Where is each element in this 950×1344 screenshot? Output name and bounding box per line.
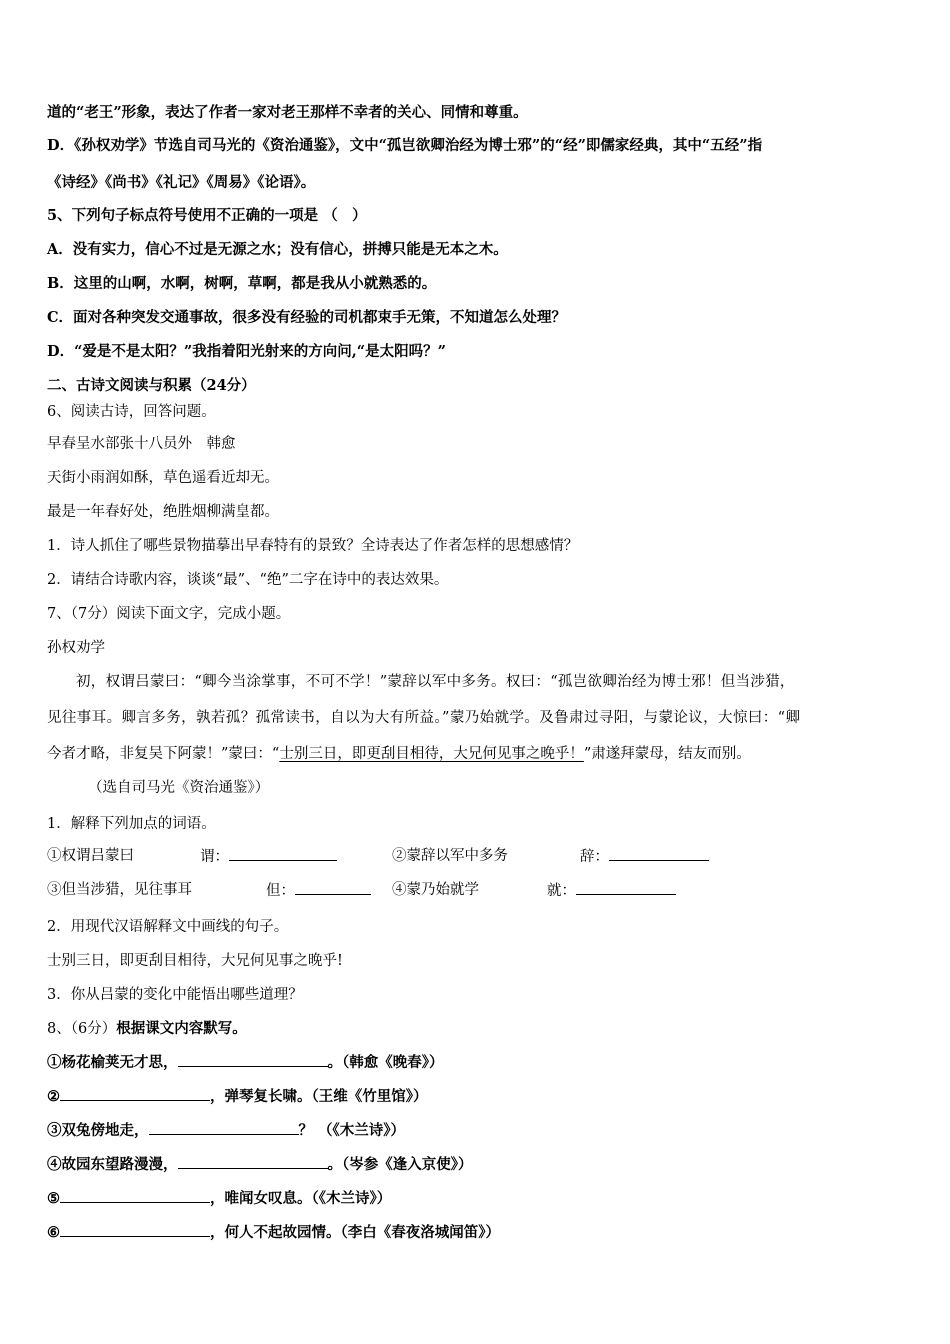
vocab-item-4-answer [547,880,676,901]
dictation-blank[interactable] [178,1154,328,1169]
dictation-1-prefix: ①杨花榆荚无才思， [47,1054,178,1071]
dictation-2 [47,1086,428,1107]
answer-blank[interactable] [229,846,337,861]
dictation-5-prefix: ⑤ [47,1190,60,1207]
passage-source: （选自司马光《资治通鉴》） [88,780,270,796]
dictation-3-suffix: ？ （《木兰诗》） [298,1122,406,1139]
dictation-1 [47,1052,444,1073]
vocab-item-2-answer [580,846,709,867]
answer-blank[interactable] [295,880,371,895]
poem-line-1: 天街小雨润如酥，草色遥看近却无。 [47,470,279,486]
q7-sub-1: 1．解释下列加点的词语。 [47,816,216,832]
dictation-3 [47,1120,405,1141]
q7-sub-2: 2．用现代汉语解释文中画线的句子。 [47,919,289,935]
text-line-1: 道的“老王”形象，表达了作者一家对老王那样不幸者的关心、同情和尊重。 [47,104,528,121]
question-8-prompt: 根据课文内容默写。 [116,1020,247,1037]
vocab-item-3-label: 但： [266,883,295,899]
dictation-6 [47,1222,500,1243]
vocab-item-2-label: 辞： [580,849,609,865]
option-d-line: D．《孙权劝学》节选自司马光的《资治通鉴》，文中“孤岂欲卿治经为博士邪”的“经”即儒家经典，其中“五经”指 [47,137,763,154]
q6-sub-2: 2．请结合诗歌内容，谈谈“最”、“绝”二字在诗中的表达效果。 [47,572,449,588]
dictation-4 [47,1154,473,1175]
dictation-3-prefix: ③双兔傍地走， [47,1122,149,1139]
dictation-2-suffix: ，弹琴复长啸。（王维《竹里馆》） [210,1088,428,1105]
q7-sub-3: 3．你从吕蒙的变化中能悟出哪些道理？ [47,987,303,1003]
vocab-item-1-label: 谓： [200,849,229,865]
vocab-item-3-answer [266,880,371,901]
q5-option-d: D．“爱是不是太阳？”我指着阳光射来的方向问,“是太阳吗？” [47,343,446,360]
section-2-heading: 二、古诗文阅读与积累（24分） [47,377,256,394]
passage-line-3-a: 今者才略，非复吴下阿蒙！”蒙曰：“ [47,746,280,762]
dictation-blank[interactable] [149,1120,299,1135]
dictation-blank[interactable] [178,1052,328,1067]
question-8-number: 8、（6分） [47,1021,117,1037]
answer-blank[interactable] [576,880,676,895]
option-d-line-cont: 《诗经》《尚书》《礼记》《周易》《论语》。 [47,174,316,191]
passage-line-3 [47,744,751,764]
passage-line-3-b: ”肃遂拜蒙母，结友而别。 [583,746,751,762]
q5-option-a: A．没有实力，信心不过是无源之水；没有信心，拼搏只能是无本之木。 [47,241,508,258]
poem-line-2: 最是一年春好处，绝胜烟柳满皇都。 [47,504,279,520]
vocab-item-3: ③但当涉猎，见往事耳 [47,882,192,898]
dictation-1-suffix: 。（韩愈《晚春》） [327,1054,444,1071]
q5-option-c: C．面对各种突发交通事故，很多没有经验的司机都束手无策，不知道怎么处理？ [47,309,567,326]
dictation-4-suffix: 。（岑参《逢入京使》） [327,1156,473,1173]
dictation-blank[interactable] [60,1188,210,1203]
dictation-blank[interactable] [60,1222,210,1237]
dictation-2-prefix: ② [47,1088,60,1105]
poem-title: 早春呈水部张十八员外 韩愈 [47,436,236,452]
vocab-item-2: ②蒙辞以军中多务 [392,848,508,864]
underlined-sentence: 士别三日，即更刮目相待，大兄何见事之晚乎！ [279,746,584,762]
dictation-6-suffix: ，何人不起故园情。（李白《春夜洛城闻笛》） [210,1224,500,1241]
question-8 [47,1019,247,1039]
dictation-blank[interactable] [60,1086,210,1101]
dictation-6-prefix: ⑥ [47,1224,60,1241]
q7-sub-2-sentence: 士别三日，即更刮目相待，大兄何见事之晚乎! [47,953,343,969]
dictation-4-prefix: ④故园东望路漫漫， [47,1156,178,1173]
q6-sub-1: 1．诗人抓住了哪些景物描摹出早春特有的景致？全诗表达了作者怎样的思想感情？ [47,538,579,554]
q5-option-b: B．这里的山啊，水啊，树啊，草啊，都是我从小就熟悉的。 [47,275,437,292]
question-6: 6、阅读古诗，回答问题。 [47,404,216,420]
vocab-item-4-label: 就： [547,883,576,899]
dictation-5-suffix: ，唯闻女叹息。（《木兰诗》） [210,1190,392,1207]
question-5: 5、下列句子标点符号使用不正确的一项是 （ ） [47,207,367,224]
vocab-item-1: ①权谓吕蒙曰 [47,848,134,864]
vocab-item-1-answer [200,846,337,867]
text-title: 孙权劝学 [47,640,105,656]
passage-line-1: 初，权谓吕蒙曰：“卿今当涂掌事，不可不学！”蒙辞以军中多务。权曰：“孤岂欲卿治经为博士邪！但当涉猎， [76,674,795,690]
passage-line-2: 见往事耳。卿言多务，孰若孤？孤常读书，自以为大有所益。”蒙乃始就学。及鲁肃过寻阳，与蒙论议，大惊曰：“卿 [47,710,801,726]
vocab-item-4: ④蒙乃始就学 [392,882,479,898]
answer-blank[interactable] [609,846,709,861]
question-7: 7、（7分）阅读下面文字，完成小题。 [47,606,291,622]
dictation-5 [47,1188,391,1209]
